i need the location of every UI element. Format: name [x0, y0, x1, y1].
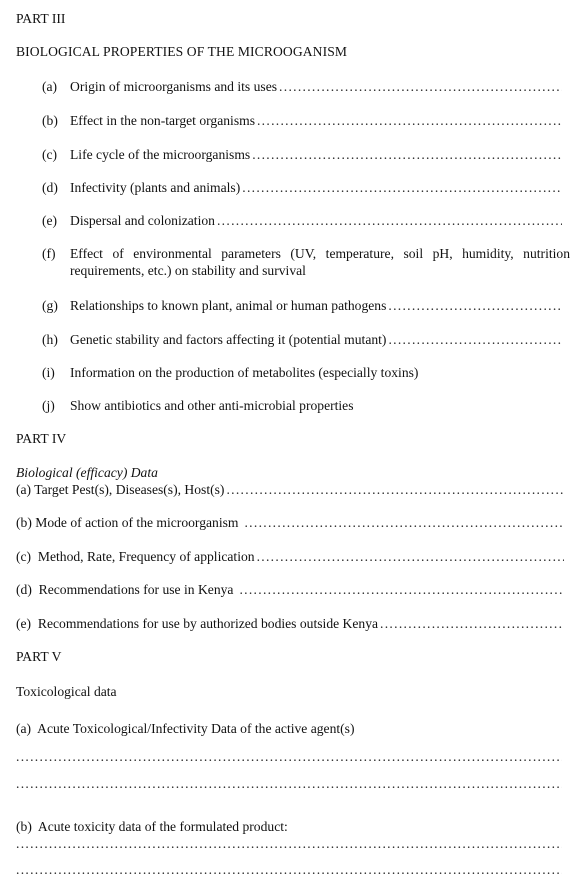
dotted-leader	[388, 297, 562, 314]
item-text: Show antibiotics and other anti-microbial properties	[70, 398, 354, 413]
part3-item-g	[42, 297, 562, 314]
item-text: Effect in the non-target organisms	[70, 113, 255, 128]
part5-heading: PART V	[16, 649, 62, 664]
part3-item-b	[42, 112, 562, 129]
dotted-leader	[257, 112, 562, 129]
part3-item-f	[42, 245, 570, 281]
part5-subtitle: Toxicological data	[16, 684, 117, 699]
item-label: (i)	[42, 365, 55, 380]
item-label: (e)	[42, 213, 58, 228]
answer-line	[16, 835, 562, 852]
part3-item-e	[42, 212, 562, 229]
part3-item-h	[42, 331, 562, 348]
item-label: (f)	[42, 246, 56, 261]
part3-item-j	[42, 397, 354, 414]
item-label: (d)	[42, 180, 58, 195]
part3-item-d	[42, 179, 562, 196]
part4-item-c	[16, 548, 564, 565]
answer-line	[16, 748, 562, 765]
item-text: Life cycle of the microorganisms	[70, 147, 251, 162]
item-text: (e) Recommendations for use by authorized bodies outside Kenya	[16, 616, 379, 631]
item-label: (b)	[42, 113, 58, 128]
part3-item-c	[42, 146, 562, 163]
item-text: (c) Method, Rate, Frequency of application	[16, 549, 255, 564]
part4-item-d	[16, 581, 564, 598]
part4-item-e	[16, 615, 564, 632]
part3-item-a	[42, 78, 562, 95]
dotted-leader	[239, 581, 564, 598]
answer-line	[16, 861, 562, 878]
item-text: Origin of microorganisms and its uses	[70, 79, 278, 94]
item-label: (j)	[42, 398, 55, 413]
item-text: Relationships to known plant, animal or human pathogens	[70, 298, 387, 313]
item-label: (c)	[42, 147, 58, 162]
part3-title: BIOLOGICAL PROPERTIES OF THE MICROOGANISM	[16, 44, 348, 59]
part4-heading: PART IV	[16, 431, 67, 446]
item-text: Genetic stability and factors affecting it (potential mutant)	[70, 332, 387, 347]
item-text: Infectivity (plants and animals)	[70, 180, 241, 195]
item-text: (d) Recommendations for use in Kenya	[16, 582, 234, 597]
part5-item-b: (b) Acute toxicity data of the formulated product:	[16, 819, 288, 834]
part3-heading: PART III	[16, 11, 66, 26]
dotted-leader	[252, 146, 562, 163]
part3-item-i	[42, 364, 418, 381]
dotted-leader	[388, 331, 562, 348]
item-label: (g)	[42, 298, 58, 313]
item-label: (a)	[42, 79, 58, 94]
dotted-leader	[380, 615, 564, 632]
item-label: (h)	[42, 332, 58, 347]
item-text: (b) Mode of action of the microorganism	[16, 515, 239, 530]
dotted-leader	[257, 548, 564, 565]
part4-subtitle: Biological (efficacy) Data	[16, 465, 158, 480]
item-text: Dispersal and colonization	[70, 213, 215, 228]
item-text: Information on the production of metabolites (especially toxins)	[70, 365, 419, 380]
item-text: (a) Target Pest(s), Diseases(s), Host(s)	[16, 482, 225, 497]
dotted-leader	[226, 481, 564, 498]
dotted-leader	[217, 212, 562, 229]
part4-item-b	[16, 514, 564, 531]
dotted-leader	[242, 179, 562, 196]
dotted-leader	[279, 78, 562, 95]
item-text: Effect of environmental parameters (UV, temperature, soil pH, humidity, nutrition requirements, etc.) on stability and survival	[70, 246, 570, 278]
answer-line	[16, 775, 562, 792]
part5-item-a: (a) Acute Toxicological/Infectivity Data of the active agent(s)	[16, 721, 355, 736]
dotted-leader	[244, 514, 564, 531]
part4-item-a	[16, 481, 564, 498]
